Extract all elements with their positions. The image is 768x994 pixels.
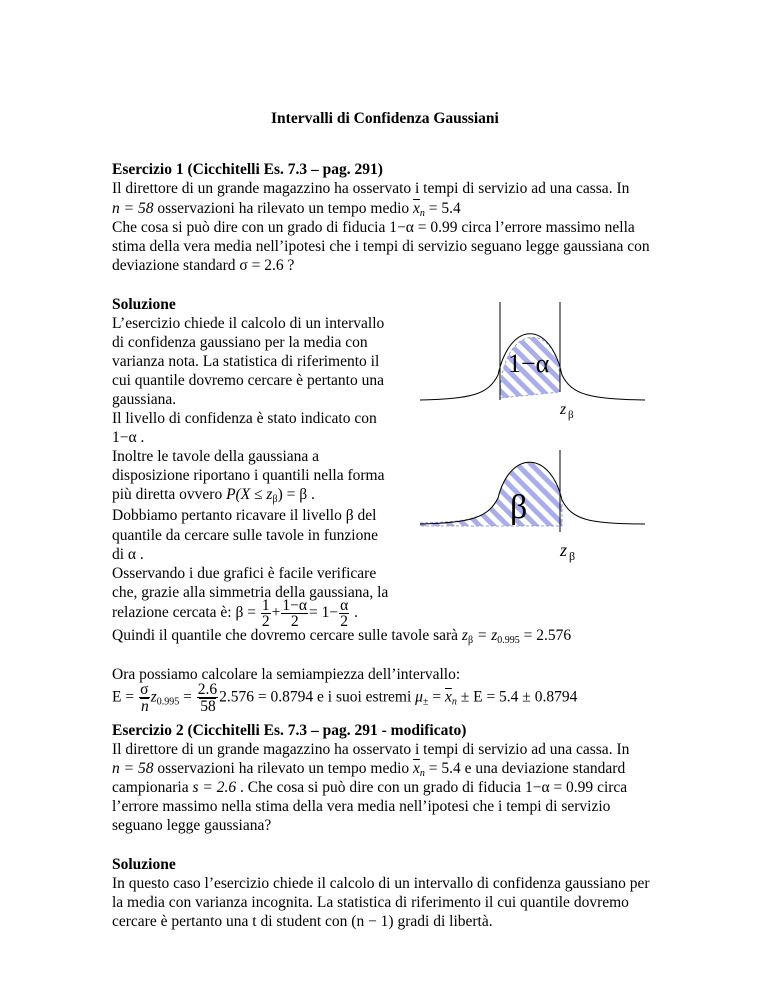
text: relazione cercata è:: [112, 604, 236, 622]
dof-expr: (n − 1): [351, 913, 394, 930]
beta-relation: [112, 598, 358, 629]
text: Che cosa si può dire con un grado di fiducia: [112, 219, 390, 236]
confidence-value: 1−α = 0.99: [524, 779, 594, 796]
sample-mean: $\overline{x}$: [444, 688, 452, 706]
solution-2-line: In questo caso l’esercizio chiede il calcolo di un intervallo di confidenza gaussiano per: [112, 875, 650, 892]
sub-n: n: [419, 768, 425, 779]
fraction-half: [261, 598, 271, 629]
mean-value: = 5.4: [424, 760, 461, 777]
mean-value: = 5.4: [424, 200, 461, 217]
solution-1-line: Osservando i due grafici è facile verificare: [112, 565, 377, 582]
solution-1-line: disposizione riportano i quantili nella forma: [112, 467, 385, 484]
g1-sub: β: [568, 409, 574, 421]
numerator: 1−α: [282, 597, 307, 614]
text: . Che cosa si può dire con un grado di fiducia: [236, 779, 525, 796]
text: cercare è pertanto una t di student con: [112, 913, 352, 930]
exercise-1-line-1: Il direttore di un grande magazzino ha osservato i tempi di servizio ad una cassa. In: [112, 180, 630, 197]
E-value: 2.576 = 0.8794: [219, 688, 314, 706]
text: .: [307, 486, 315, 503]
denominator: [197, 698, 218, 714]
quantile-line: [112, 627, 571, 646]
sample-mean: $\overline{x}$: [413, 200, 420, 217]
g2-label: β: [510, 489, 528, 526]
exercise-1-heading: Esercizio 1 (Cicchitelli Es. 7.3 – pag. 291): [112, 161, 383, 178]
confidence-value: 1−α = 0.99: [389, 219, 458, 236]
numerator: 2.6: [197, 681, 218, 698]
sub-quantile: 0.995: [497, 635, 520, 646]
numerator: σ: [140, 681, 149, 698]
s-value: s = 2.6: [192, 779, 237, 796]
text: ?: [283, 257, 295, 274]
z: = z: [473, 627, 498, 644]
solution-1-line: gaussiana.: [112, 391, 177, 408]
sub-beta: β: [467, 635, 474, 646]
exercise-2-line-2: [112, 760, 625, 779]
fraction-alpha-half: [339, 598, 349, 629]
solution-1-line: Inoltre le tavole della gaussiana a: [112, 448, 320, 465]
denominator: [139, 698, 150, 714]
solution-1-line: quantile da cercare sulle tavole in funzione: [112, 527, 378, 544]
graph-1: [420, 302, 645, 421]
solution-1-line: che, grazie alla simmetria della gaussiana, la: [112, 584, 389, 601]
text: circa l’errore massimo nella: [457, 219, 635, 236]
numerator: α: [340, 597, 349, 614]
exercise-2-line-3: [112, 779, 627, 797]
denominator: 2: [290, 613, 299, 630]
sigma-value: σ = 2.6: [239, 257, 284, 274]
exercise-1-line-5: [112, 257, 294, 275]
solution-2-line: [112, 913, 493, 931]
solution-1-line: di confidenza gaussiano per la media con: [112, 334, 368, 351]
text: Quindi il quantile che dovremo cercare sulle tavole sarà: [112, 627, 462, 644]
sub-pm: ±: [422, 696, 429, 708]
z: z: [461, 627, 468, 644]
shaded-area-2: [420, 462, 562, 526]
fraction-sigma-sqrt-n: [139, 682, 150, 714]
text: .: [350, 604, 358, 622]
equals-one-minus: = 1−: [309, 604, 339, 622]
g2-axis: z: [560, 540, 568, 560]
beta-eq: β =: [235, 604, 256, 622]
quantile-value: = 2.576: [519, 627, 572, 644]
mu: μ: [415, 688, 423, 706]
semi-width-formula: [112, 682, 577, 714]
prob-expr-end: ) = β: [277, 486, 308, 503]
z: z: [150, 688, 157, 706]
text: e i suoi estremi: [313, 688, 416, 706]
prob-expr: P(X ≤ z: [226, 486, 273, 503]
sub-beta: β: [272, 494, 278, 505]
exercise-2-line-1: Il direttore di un grande magazzino ha osservato i tempi di servizio ad una cassa. In: [112, 741, 630, 758]
solution-1-line: varianza nota. La statistica di riferimento il: [112, 353, 380, 370]
exercise-2-line-5: seguano legge gaussiana?: [112, 817, 272, 834]
exercise-2-line-4: l’errore massimo nella stima della vera media nell’ipotesi che i tempi di servizio: [112, 798, 611, 815]
page-title: Intervalli di Confidenza Gaussiani: [271, 110, 499, 127]
g2-sub: β: [569, 549, 576, 563]
denominator: 2: [340, 613, 349, 630]
solution-1-line: L’esercizio chiede il calcolo di un intervallo: [112, 315, 385, 332]
solution-1-line: Dobbiamo pertanto ricavare il livello β del: [112, 507, 377, 524]
solution-1-line: 1−α .: [112, 429, 145, 446]
numerator: 1: [261, 597, 270, 614]
solution-1-line: cui quantile dovremo cercare è pertanto una: [112, 372, 384, 389]
exercise-1-line-3: [112, 219, 635, 237]
solution-1-line: di α .: [112, 546, 144, 563]
graph-2: [420, 450, 645, 563]
text: deviazione standard: [112, 257, 240, 274]
exercise-1-line-2: [112, 200, 461, 219]
text: osservazioni ha rilevato un tempo medio: [153, 760, 414, 777]
sub-quantile: 0.995: [156, 696, 180, 708]
exercise-1-line-4: stima della vera media nell’ipotesi che i tempi di servizio seguano legge gaussiana con: [112, 238, 650, 255]
sample-mean: $\overline{x}$: [413, 760, 420, 777]
sub-n: n: [451, 696, 457, 708]
g1-label: 1−α: [508, 349, 550, 378]
eq: =: [179, 688, 192, 706]
denominator: 2: [261, 613, 270, 630]
sqrt-n: n: [140, 698, 149, 715]
fraction-26-sqrt-58: [197, 682, 218, 714]
text: campionaria: [112, 779, 193, 796]
semi-width-intro: Ora possiamo calcolare la semiampiezza dell’intervallo:: [112, 666, 461, 683]
solution-2-heading: Soluzione: [112, 856, 176, 873]
exercise-2-heading: Esercizio 2 (Cicchitelli Es. 7.3 – pag. 291 - modificato): [112, 722, 467, 739]
E-eq: E =: [112, 688, 135, 706]
sqrt-58: 58: [200, 698, 216, 715]
plus-sign: +: [271, 604, 281, 622]
gaussian-graphs: [420, 300, 700, 570]
text: gradi di libertà.: [393, 913, 493, 930]
n-value: n = 58: [112, 760, 154, 777]
solution-1-line: [112, 486, 315, 505]
solution-1-line: Il livello di confidenza è stato indicato con: [112, 410, 377, 427]
g1-axis: z: [560, 401, 567, 418]
solution-2-line: la media con varianza incognita. La statistica di riferimento il cui quantile dovremo: [112, 894, 629, 911]
extremes-value: ± E = 5.4 ± 0.8794: [456, 688, 578, 706]
text: circa: [593, 779, 628, 796]
text: e una deviazione standard: [460, 760, 626, 777]
n-value: n = 58: [112, 200, 154, 217]
text: osservazioni ha rilevato un tempo medio: [153, 200, 410, 217]
fraction-one-minus-alpha: [281, 598, 308, 629]
eq: =: [428, 688, 445, 706]
text: più diretta ovvero: [112, 486, 227, 503]
solution-1-heading: Soluzione: [112, 296, 176, 313]
sub-n: n: [419, 208, 425, 219]
